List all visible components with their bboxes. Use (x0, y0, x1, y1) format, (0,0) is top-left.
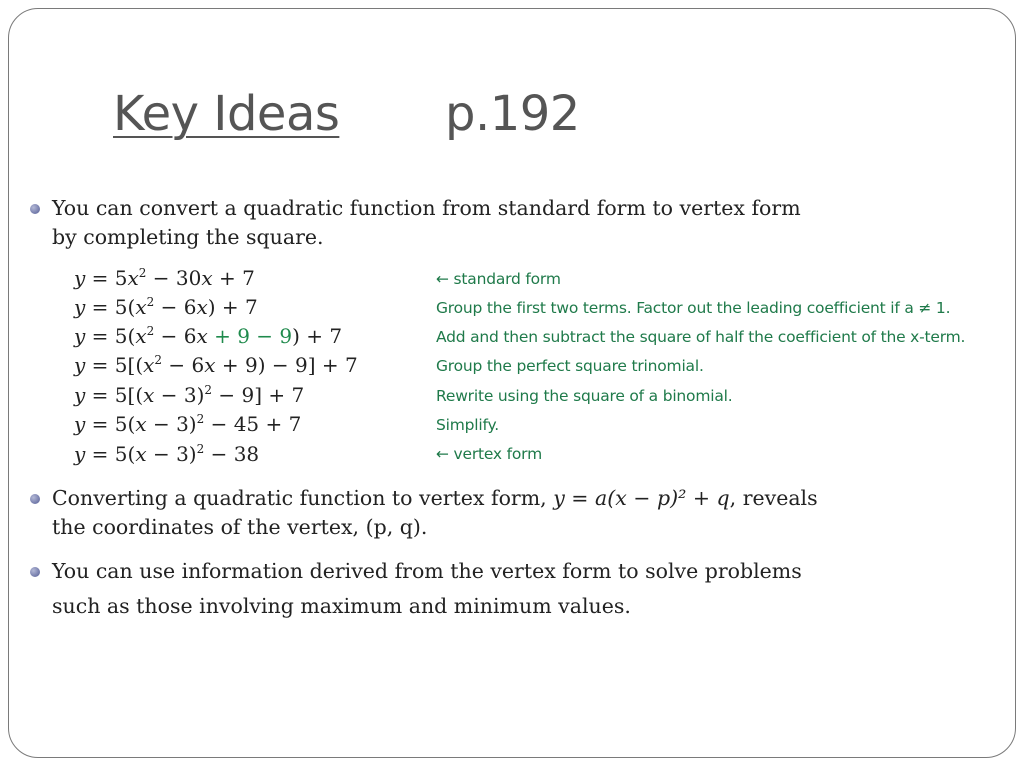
bullet-2-line-1 (52, 484, 818, 513)
step-2-note: Group the first two terms. Factor out the leading coefficient if a ≠ 1. (436, 299, 951, 317)
bullet-1-line-1: You can convert a quadratic function from standard form to vertex form (52, 196, 801, 220)
bullet-dot-icon (30, 204, 40, 214)
bullet-3-line-2: such as those involving maximum and minimum values. (52, 594, 631, 618)
bullet-dot-icon (30, 494, 40, 504)
bullet-2-line-2: the coordinates of the vertex, (p, q). (52, 515, 428, 539)
step-5-equation: $y = 5[(x - 3)^2 - 9] + 7$ (74, 383, 305, 407)
step-4-note: Group the perfect square trinomial. (436, 357, 704, 375)
step-4-equation: $y = 5[(x^2 - 6x + 9) - 9] + 7$ (74, 353, 358, 377)
bullet-dot-icon (30, 567, 40, 577)
step-3-equation: $y = 5(x^2 - 6x + 9 - 9) + 7$ (74, 324, 343, 348)
title-key-ideas: Key Ideas (113, 86, 340, 142)
step-6-note: Simplify. (436, 416, 499, 434)
step-1-note: ← standard form (436, 270, 561, 288)
step-3-note: Add and then subtract the square of half the coefficient of the x-term. (436, 328, 966, 346)
bullet-1-line-2: by completing the square. (52, 225, 324, 249)
step-5-note: Rewrite using the square of a binomial. (436, 387, 733, 405)
step-7-note: ← vertex form (436, 445, 542, 463)
bullet-3-line-1: You can use information derived from the vertex form to solve problems (52, 559, 802, 583)
step-6-equation: $y = 5(x - 3)^2 - 45 + 7$ (74, 412, 302, 436)
bullet-2-text-end: , reveals (729, 486, 818, 510)
title-page-number: p.192 (445, 86, 580, 142)
bullet-2-text-start: Converting a quadratic function to vertex form, (52, 486, 554, 510)
step-2-equation: $y = 5(x^2 - 6x) + 7$ (74, 295, 258, 319)
page-title (113, 86, 580, 150)
vertex-form-formula: y = a(x − p)² + q (553, 486, 730, 510)
step-7-equation: $y = 5(x - 3)^2 - 38$ (74, 442, 260, 466)
step-1-equation: $y = 5x^2 - 30x + 7$ (74, 266, 255, 290)
